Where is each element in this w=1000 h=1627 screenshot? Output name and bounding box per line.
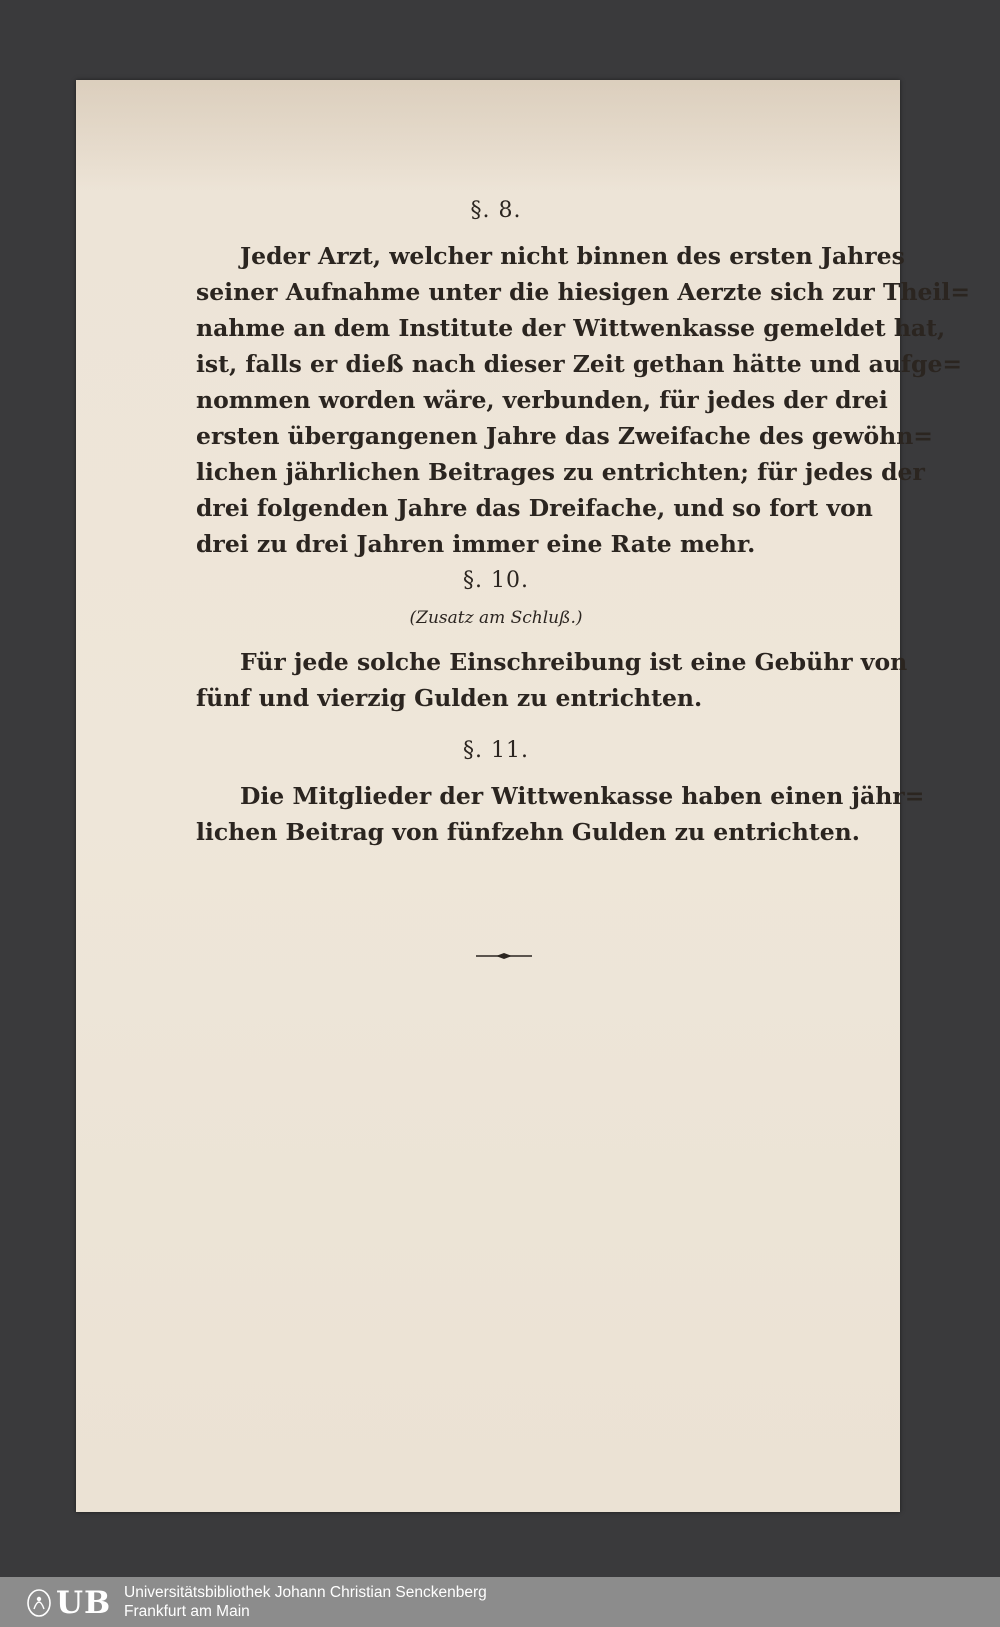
section-10-paragraph xyxy=(196,644,908,716)
text-line: nommen worden wäre, verbunden, für jedes der drei xyxy=(196,386,888,414)
text-line: fünf und vierzig Gulden zu entrichten. xyxy=(196,684,703,712)
text-line: lichen jährlichen Beitrages zu entrichten; für jedes der xyxy=(196,458,925,486)
text-line: seiner Aufnahme unter die hiesigen Aerzte sich zur Theil= xyxy=(196,278,971,306)
section-8-paragraph xyxy=(196,238,971,562)
text-line: nahme an dem Institute der Wittwenkasse gemeldet hat, xyxy=(196,314,946,342)
library-footer xyxy=(0,1577,1000,1627)
rule-ornament-icon xyxy=(476,952,532,960)
text-line: lichen Beitrag von fünfzehn Gulden zu entrichten. xyxy=(196,818,860,846)
page-shadow xyxy=(76,80,900,190)
text-line: drei folgenden Jahre das Dreifache, und so fort von xyxy=(196,494,873,522)
library-name xyxy=(124,1583,487,1621)
section-10-heading: §. 10. xyxy=(463,568,529,593)
section-11-paragraph xyxy=(196,778,925,850)
text-line: drei zu drei Jahren immer eine Rate mehr. xyxy=(196,530,756,558)
logo-text: UB xyxy=(56,1585,112,1621)
text-line: ist, falls er dieß nach dieser Zeit gethan hätte und aufge= xyxy=(196,350,963,378)
library-name-line-1: Universitätsbibliothek Johann Christian Senckenberg xyxy=(124,1584,487,1601)
section-11-heading: §. 11. xyxy=(463,738,529,763)
text-line: Für jede solche Einschreibung ist eine Gebühr von xyxy=(240,648,908,676)
library-seal-icon xyxy=(26,1589,52,1617)
library-name-line-2: Frankfurt am Main xyxy=(124,1603,250,1620)
section-10-subheading: (Zusatz am Schluß.) xyxy=(409,608,583,628)
text-line: ersten übergangenen Jahre das Zweifache des gewöhn= xyxy=(196,422,934,450)
section-8-heading: §. 8. xyxy=(470,198,522,223)
library-logo[interactable] xyxy=(26,1585,116,1621)
text-line: Jeder Arzt, welcher nicht binnen des ersten Jahres xyxy=(240,242,905,270)
scanned-page xyxy=(76,80,971,1512)
text-line: Die Mitglieder der Wittwenkasse haben einen jähr= xyxy=(240,782,925,810)
